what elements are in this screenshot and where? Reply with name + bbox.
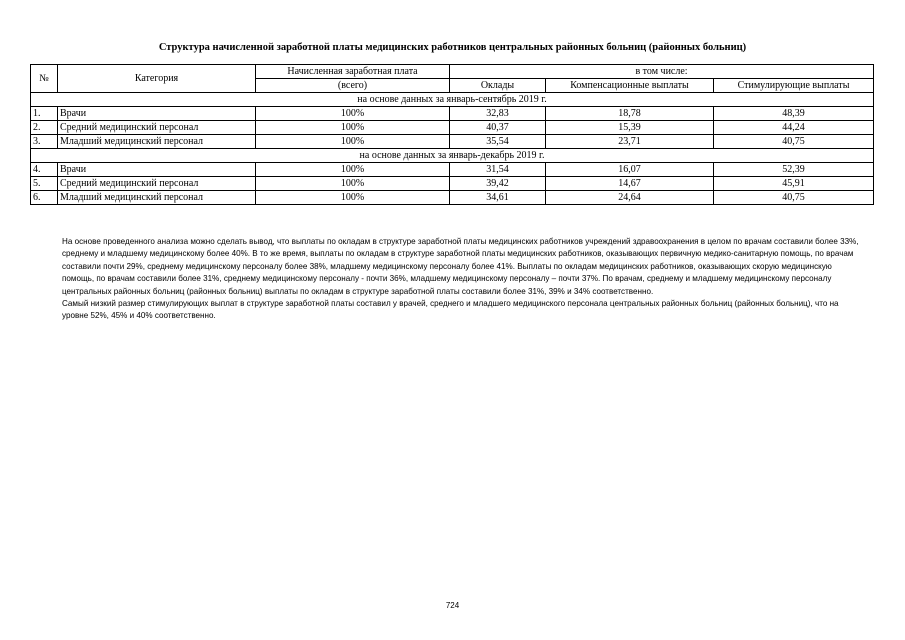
table-row: [31, 121, 874, 135]
row-num: 3.: [31, 135, 58, 149]
header-salaries: Оклады: [450, 79, 546, 93]
row-total: 100%: [256, 135, 450, 149]
row-num: 2.: [31, 121, 58, 135]
table-row: [31, 163, 874, 177]
section-label: на основе данных за январь-сентябрь 2019 г.: [31, 93, 874, 107]
table-row: [31, 135, 874, 149]
table-row: [31, 107, 874, 121]
row-salaries: 32,83: [450, 107, 546, 121]
row-category: Средний медицинский персонал: [58, 121, 256, 135]
header-total-sub: (всего): [256, 79, 450, 93]
row-total: 100%: [256, 177, 450, 191]
section-label: на основе данных за январь-декабрь 2019 г.: [31, 149, 874, 163]
table-title: Структура начисленной заработной платы медицинских работников центральных районных больниц (районных больниц): [158, 42, 747, 53]
row-category: Врачи: [58, 163, 256, 177]
analysis-text: [62, 236, 862, 323]
row-incentive: 40,75: [714, 135, 874, 149]
row-total: 100%: [256, 107, 450, 121]
header-including: в том числе:: [450, 65, 874, 79]
row-total: 100%: [256, 121, 450, 135]
row-num: 5.: [31, 177, 58, 191]
page-number: 724: [445, 601, 460, 610]
row-compensation: 15,39: [546, 121, 714, 135]
row-compensation: 23,71: [546, 135, 714, 149]
row-salaries: 39,42: [450, 177, 546, 191]
table-row: [31, 177, 874, 191]
row-category: Врачи: [58, 107, 256, 121]
row-total: 100%: [256, 163, 450, 177]
row-incentive: 44,24: [714, 121, 874, 135]
header-num: №: [31, 65, 58, 93]
row-compensation: 18,78: [546, 107, 714, 121]
row-salaries: 31,54: [450, 163, 546, 177]
row-incentive: 48,39: [714, 107, 874, 121]
row-incentive: 40,75: [714, 191, 874, 205]
header-category: Категория: [58, 65, 256, 93]
row-compensation: 24,64: [546, 191, 714, 205]
analysis-paragraph: На основе проведенного анализа можно сделать вывод, что выплаты по окладам в структуре заработной платы медицинских работников учреждений здравоохранения в целом по врачам составили более 33%, среднему и младшему медицинскому более 40%. В то же время, выплаты по окладам в структуре заработной платы медицинских работников, оказывающих первичную медико-санитарную помощь, по врачам составили почти 29%, среднему медицинскому персоналу более 38%, младшему медицинскому персоналу более 41%. Выплаты по окладам медицинских работников, оказывающих скорую медицинскую помощь, по врачам составили более 31%, среднему медицинскому персоналу - почти 36%, младшему медицинскому персоналу – почти 37%. По врачам, среднему и младшему медицинскому персоналу центральных районных больниц (районных больниц) выплаты по окладам в структуре заработной платы составили более 31%, 39% и 34% соответственно.: [62, 237, 859, 296]
header-incentive: Стимулирующие выплаты: [714, 79, 874, 93]
row-salaries: 40,37: [450, 121, 546, 135]
row-num: 4.: [31, 163, 58, 177]
row-num: 1.: [31, 107, 58, 121]
row-category: Средний медицинский персонал: [58, 177, 256, 191]
header-compensation: Компенсационные выплаты: [546, 79, 714, 93]
analysis-paragraph: Самый низкий размер стимулирующих выплат в структуре заработной платы составил у врачей, среднего и младшего медицинского персонала центральных районных больниц (районных больниц), что на уровне 52%, 45% и 40% соответственно.: [62, 299, 839, 321]
header-total: Начисленная заработная плата: [256, 65, 450, 79]
row-incentive: 52,39: [714, 163, 874, 177]
row-compensation: 16,07: [546, 163, 714, 177]
row-salaries: 35,54: [450, 135, 546, 149]
row-incentive: 45,91: [714, 177, 874, 191]
row-category: Младший медицинский персонал: [58, 135, 256, 149]
salary-structure-table: [30, 64, 874, 205]
row-num: 6.: [31, 191, 58, 205]
row-salaries: 34,61: [450, 191, 546, 205]
row-total: 100%: [256, 191, 450, 205]
table-row: [31, 191, 874, 205]
row-category: Младший медицинский персонал: [58, 191, 256, 205]
row-compensation: 14,67: [546, 177, 714, 191]
